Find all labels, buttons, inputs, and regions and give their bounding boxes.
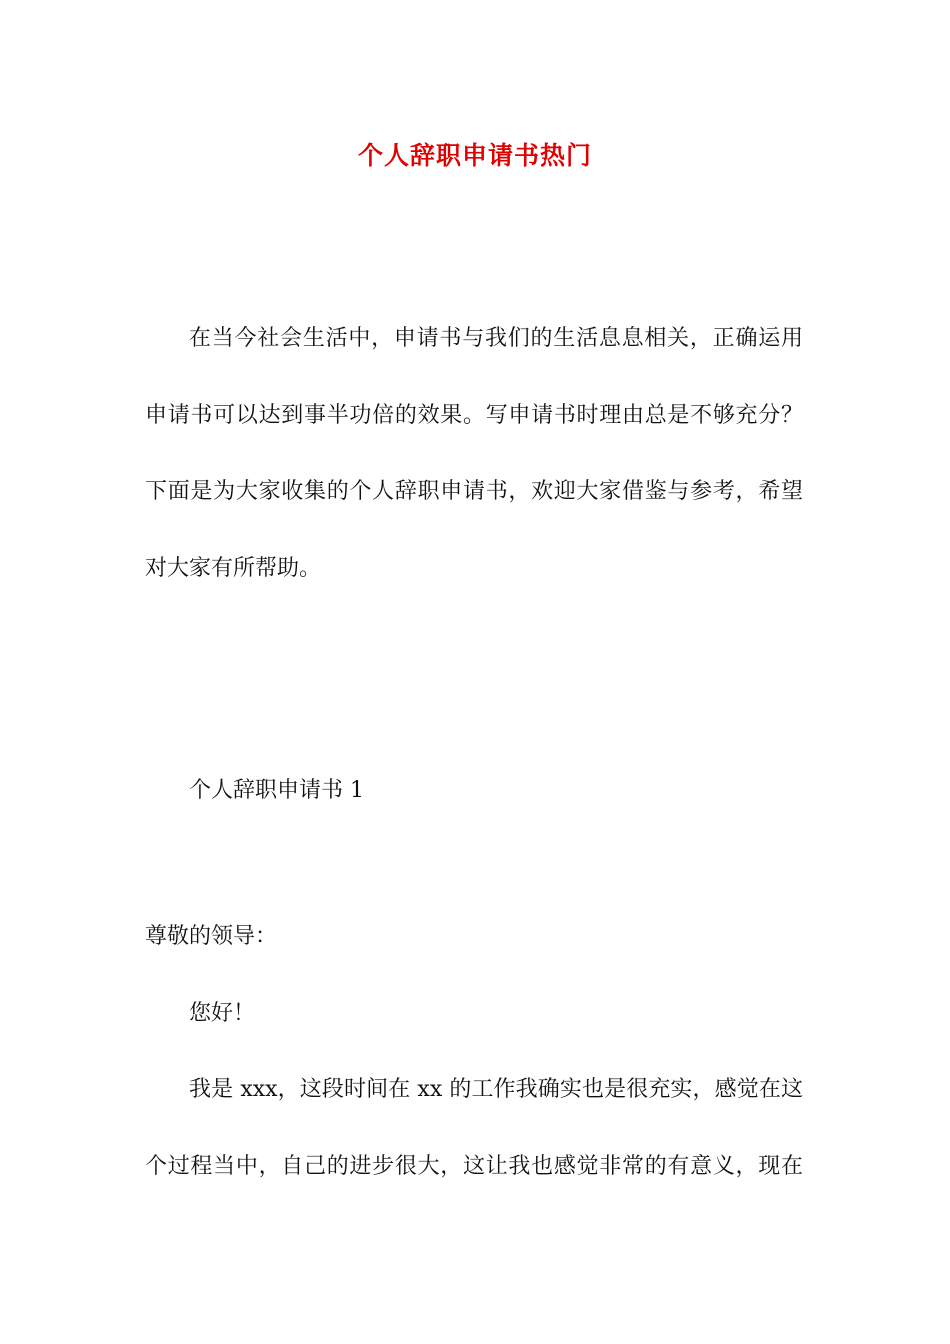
intro-line-2: 申请书可以达到事半功倍的效果。写申请书时理由总是不够充分？ bbox=[145, 403, 803, 428]
greeting: 您好！ bbox=[189, 1001, 256, 1026]
body-line-2: 个过程当中，自己的进步很大，这让我也感觉非常的有意义，现在 bbox=[145, 1154, 803, 1179]
section-heading: 个人辞职申请书 1 bbox=[189, 778, 364, 803]
salutation: 尊敬的领导： bbox=[145, 924, 278, 949]
intro-line-1: 在当今社会生活中，申请书与我们的生活息息相关，正确运用 bbox=[189, 326, 803, 351]
document-title: 个人辞职申请书热门 bbox=[357, 141, 592, 170]
intro-line-4: 对大家有所帮助。 bbox=[145, 556, 322, 581]
body-line-1: 我是 xxx，这段时间在 xx 的工作我确实也是很充实，感觉在这 bbox=[189, 1077, 803, 1102]
intro-line-3: 下面是为大家收集的个人辞职申请书，欢迎大家借鉴与参考，希望 bbox=[145, 479, 803, 504]
